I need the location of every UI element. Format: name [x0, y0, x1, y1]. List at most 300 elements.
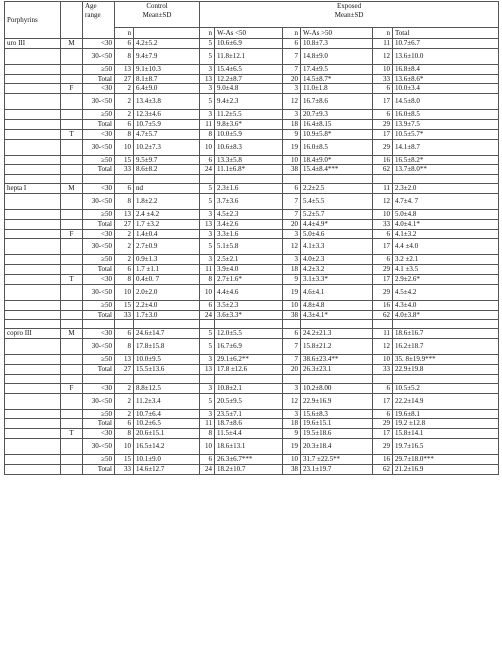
total-n-cell: 11: [373, 184, 393, 194]
table-row: [5, 74, 499, 84]
porphyrin-cell: [5, 119, 61, 129]
exp-gt50-mean-cell: 2.2±2.5: [301, 184, 373, 194]
table-row: [5, 419, 499, 429]
total-mean-cell: 4.1 ±3.5: [393, 265, 499, 275]
total-n-cell: 6: [373, 383, 393, 393]
exp-gt50-n-cell: 7: [283, 339, 301, 355]
exp-gt50-n-cell: 7: [283, 64, 301, 74]
spacer-cell: [283, 175, 301, 184]
sex-cell: [61, 419, 83, 429]
table-row: [5, 155, 499, 165]
table-row: [5, 464, 499, 474]
porphyrin-cell: hepta I: [5, 184, 61, 194]
table-row: [5, 393, 499, 409]
header-age-range-label: Age range: [83, 2, 115, 39]
exp-lt50-n-cell: 13: [200, 219, 215, 229]
control-mean-cell: 2.0±2.0: [134, 284, 200, 300]
exp-gt50-mean-cell: 15.6±8.3: [301, 409, 373, 419]
age-cell: 30-<50: [83, 239, 115, 255]
control-n-cell: 6: [115, 39, 134, 49]
total-mean-cell: 13.7±8.0**: [393, 165, 499, 175]
spacer-cell: [283, 374, 301, 383]
exp-gt50-n-cell: 6: [283, 39, 301, 49]
sex-cell: [61, 209, 83, 219]
exp-gt50-mean-cell: 31.7 ±22.5**: [301, 454, 373, 464]
exp-gt50-n-cell: 3: [283, 229, 301, 239]
exp-lt50-n-cell: 5: [200, 393, 215, 409]
porphyrin-cell: [5, 339, 61, 355]
exp-gt50-n-cell: 6: [283, 329, 301, 339]
exp-lt50-n-cell: 3: [200, 409, 215, 419]
header-exposed: [200, 2, 499, 28]
table-row: [5, 429, 499, 439]
sex-cell: [61, 393, 83, 409]
total-mean-cell: 16.8±8.4: [393, 64, 499, 74]
control-mean-cell: nd: [134, 184, 200, 194]
table-row: [5, 64, 499, 74]
total-n-cell: 29: [373, 438, 393, 454]
exp-lt50-mean-cell: 10.0±5.9: [215, 129, 283, 139]
control-n-cell: 6: [115, 119, 134, 129]
exp-lt50-mean-cell: 11.1±6.8*: [215, 165, 283, 175]
control-mean-cell: 11.2±3.4: [134, 393, 200, 409]
sex-cell: [61, 255, 83, 265]
total-mean-cell: 4.7±4. 7: [393, 193, 499, 209]
exp-lt50-n-cell: 8: [200, 429, 215, 439]
exp-gt50-n-cell: 12: [283, 94, 301, 110]
porphyrin-table-page: [4, 1, 498, 475]
exp-gt50-n-cell: 18: [283, 419, 301, 429]
sex-cell: [61, 454, 83, 464]
control-n-cell: 2: [115, 383, 134, 393]
table-row: [5, 219, 499, 229]
exp-gt50-n-cell: 3: [283, 255, 301, 265]
spacer-cell: [134, 320, 200, 329]
header-control-blank: [134, 28, 200, 39]
sex-cell: [61, 94, 83, 110]
table-row: [5, 454, 499, 464]
header-total: Total: [393, 28, 499, 39]
exp-lt50-mean-cell: 9.8±3.6*: [215, 119, 283, 129]
control-n-cell: 10: [115, 284, 134, 300]
control-n-cell: 10: [115, 438, 134, 454]
control-n-cell: 2: [115, 94, 134, 110]
sex-cell: [61, 155, 83, 165]
exp-lt50-n-cell: 5: [200, 94, 215, 110]
exp-gt50-n-cell: 12: [283, 239, 301, 255]
spacer-cell: [61, 175, 83, 184]
exp-gt50-mean-cell: 15.8±21.2: [301, 339, 373, 355]
sex-cell: [61, 74, 83, 84]
exp-lt50-mean-cell: 23.5±7.1: [215, 409, 283, 419]
sex-cell: T: [61, 274, 83, 284]
exp-lt50-mean-cell: 18.7±8.6: [215, 419, 283, 429]
exp-gt50-n-cell: 38: [283, 165, 301, 175]
sex-cell: [61, 310, 83, 320]
exp-lt50-mean-cell: 10.6±8.3: [215, 139, 283, 155]
exp-lt50-n-cell: 11: [200, 265, 215, 275]
spacer-cell: [200, 374, 215, 383]
porphyrin-cell: uro III: [5, 39, 61, 49]
total-mean-cell: 2.3±2.0: [393, 184, 499, 194]
exp-lt50-mean-cell: 3.7±3.6: [215, 193, 283, 209]
exp-lt50-mean-cell: 4.4±4.6: [215, 284, 283, 300]
table-row: [5, 110, 499, 120]
sex-cell: M: [61, 39, 83, 49]
porphyrin-cell: [5, 419, 61, 429]
control-n-cell: 27: [115, 74, 134, 84]
porphyrin-cell: [5, 409, 61, 419]
porphyrin-cell: [5, 429, 61, 439]
spacer-cell: [373, 175, 393, 184]
exp-lt50-n-cell: 10: [200, 139, 215, 155]
sex-cell: [61, 119, 83, 129]
control-n-cell: 8: [115, 339, 134, 355]
exp-lt50-mean-cell: 2.5±2.1: [215, 255, 283, 265]
exp-lt50-mean-cell: 17.8 ±12.6: [215, 364, 283, 374]
total-mean-cell: 16.0±8.5: [393, 110, 499, 120]
spacer-cell: [200, 320, 215, 329]
sex-cell: T: [61, 129, 83, 139]
exp-gt50-mean-cell: 3.1±3.3*: [301, 274, 373, 284]
control-n-cell: 8: [115, 48, 134, 64]
total-n-cell: 29: [373, 119, 393, 129]
age-cell: ≥50: [83, 409, 115, 419]
porphyrin-cell: [5, 300, 61, 310]
exp-gt50-n-cell: 7: [283, 209, 301, 219]
exp-gt50-mean-cell: 5.0±4.6: [301, 229, 373, 239]
exp-gt50-mean-cell: 18.4±9.0*: [301, 155, 373, 165]
total-mean-cell: 10.5±5.2: [393, 383, 499, 393]
header-exposed-title: Exposed: [337, 2, 362, 10]
exp-lt50-n-cell: 11: [200, 119, 215, 129]
spacer-row: [5, 175, 499, 184]
exp-gt50-n-cell: 19: [283, 284, 301, 300]
table-row: [5, 84, 499, 94]
age-cell: <30: [83, 429, 115, 439]
sex-cell: [61, 464, 83, 474]
control-n-cell: 8: [115, 129, 134, 139]
exp-lt50-n-cell: 3: [200, 255, 215, 265]
exp-gt50-n-cell: 10: [283, 300, 301, 310]
exp-gt50-mean-cell: 19.5±18.6: [301, 429, 373, 439]
control-mean-cell: 20.6±15.1: [134, 429, 200, 439]
age-cell: 30-<50: [83, 393, 115, 409]
spacer-cell: [83, 320, 115, 329]
sex-cell: T: [61, 429, 83, 439]
control-n-cell: 6: [115, 419, 134, 429]
age-cell: <30: [83, 184, 115, 194]
total-mean-cell: 15.8±14.1: [393, 429, 499, 439]
exp-lt50-mean-cell: 15.4±6.5: [215, 64, 283, 74]
exp-gt50-mean-cell: 11.0±1.8: [301, 84, 373, 94]
header-total-n: n: [373, 28, 393, 39]
total-mean-cell: 22.9±19.8: [393, 364, 499, 374]
total-mean-cell: 16.5±8.2*: [393, 155, 499, 165]
spacer-cell: [215, 320, 283, 329]
total-mean-cell: 14.1±8.7: [393, 139, 499, 155]
total-n-cell: 17: [373, 393, 393, 409]
exp-lt50-mean-cell: 5.1±5.8: [215, 239, 283, 255]
porphyrin-cell: [5, 219, 61, 229]
sex-cell: [61, 339, 83, 355]
exp-gt50-mean-cell: 17.4±9.5: [301, 64, 373, 74]
porphyrin-cell: [5, 284, 61, 300]
exp-gt50-n-cell: 7: [283, 355, 301, 365]
exp-lt50-n-cell: 8: [200, 274, 215, 284]
total-n-cell: 6: [373, 409, 393, 419]
porphyrin-cell: [5, 393, 61, 409]
exp-gt50-mean-cell: 10.9±5.8*: [301, 129, 373, 139]
exp-gt50-n-cell: 7: [283, 193, 301, 209]
age-cell: ≥50: [83, 64, 115, 74]
total-n-cell: 12: [373, 193, 393, 209]
exp-lt50-n-cell: 24: [200, 464, 215, 474]
control-mean-cell: 1.7 ±3.2: [134, 219, 200, 229]
total-mean-cell: 4.4 ±4.0: [393, 239, 499, 255]
porphyrin-cell: [5, 265, 61, 275]
table-row: [5, 284, 499, 300]
exp-lt50-n-cell: 10: [200, 438, 215, 454]
age-cell: 30-<50: [83, 284, 115, 300]
control-n-cell: 6: [115, 265, 134, 275]
table-row: [5, 229, 499, 239]
spacer-cell: [61, 374, 83, 383]
porphyrin-cell: [5, 355, 61, 365]
age-cell: 30-<50: [83, 339, 115, 355]
exp-gt50-mean-cell: 4.1±3.3: [301, 239, 373, 255]
exp-lt50-mean-cell: 11.2±5.5: [215, 110, 283, 120]
total-n-cell: 33: [373, 364, 393, 374]
exp-lt50-n-cell: 3: [200, 110, 215, 120]
age-cell: <30: [83, 274, 115, 284]
exp-gt50-mean-cell: 4.3±4.1*: [301, 310, 373, 320]
spacer-cell: [393, 320, 499, 329]
exp-gt50-mean-cell: 16.4±8.15: [301, 119, 373, 129]
exp-lt50-mean-cell: 3.6±3.3*: [215, 310, 283, 320]
total-mean-cell: 14.5±8.0: [393, 94, 499, 110]
exp-lt50-mean-cell: 12.2±8.7: [215, 74, 283, 84]
exp-gt50-n-cell: 3: [283, 110, 301, 120]
control-mean-cell: 12.3±4.6: [134, 110, 200, 120]
spacer-cell: [115, 374, 134, 383]
spacer-cell: [301, 320, 373, 329]
age-cell: <30: [83, 383, 115, 393]
exp-lt50-n-cell: 3: [200, 229, 215, 239]
control-mean-cell: 10.1±9.0: [134, 454, 200, 464]
exp-gt50-mean-cell: 16.0±8.5: [301, 139, 373, 155]
total-n-cell: 11: [373, 39, 393, 49]
age-cell: Total: [83, 219, 115, 229]
header-porphyrins: Porphyrins: [5, 2, 61, 39]
spacer-cell: [283, 320, 301, 329]
control-mean-cell: 0.9±1.3: [134, 255, 200, 265]
spacer-cell: [393, 175, 499, 184]
exp-lt50-mean-cell: 20.5±9.5: [215, 393, 283, 409]
spacer-cell: [83, 374, 115, 383]
spacer-cell: [115, 320, 134, 329]
exp-gt50-n-cell: 10: [283, 454, 301, 464]
age-cell: <30: [83, 39, 115, 49]
exp-gt50-n-cell: 3: [283, 84, 301, 94]
spacer-cell: [5, 374, 61, 383]
porphyrin-cell: copro III: [5, 329, 61, 339]
exp-gt50-mean-cell: 19.6±15.1: [301, 419, 373, 429]
sex-cell: [61, 64, 83, 74]
control-mean-cell: 1.7±3.0: [134, 310, 200, 320]
exp-gt50-n-cell: 10: [283, 155, 301, 165]
age-cell: <30: [83, 329, 115, 339]
total-mean-cell: 3.2 ±2.1: [393, 255, 499, 265]
sex-cell: [61, 409, 83, 419]
control-n-cell: 2: [115, 110, 134, 120]
control-n-cell: 33: [115, 464, 134, 474]
exp-gt50-n-cell: 20: [283, 74, 301, 84]
porphyrin-cell: [5, 155, 61, 165]
age-cell: Total: [83, 310, 115, 320]
spacer-row: [5, 374, 499, 383]
sex-cell: [61, 110, 83, 120]
spacer-cell: [215, 175, 283, 184]
porphyrin-cell: [5, 229, 61, 239]
control-n-cell: 13: [115, 355, 134, 365]
control-mean-cell: 8.6±8.2: [134, 165, 200, 175]
table-row: [5, 48, 499, 64]
exp-lt50-n-cell: 5: [200, 48, 215, 64]
exp-gt50-mean-cell: 26.3±23.1: [301, 364, 373, 374]
control-mean-cell: 15.5±13.6: [134, 364, 200, 374]
control-mean-cell: 9.4±7.9: [134, 48, 200, 64]
exp-gt50-mean-cell: 20.3±18.4: [301, 438, 373, 454]
spacer-cell: [200, 175, 215, 184]
sex-cell: [61, 300, 83, 310]
age-cell: Total: [83, 364, 115, 374]
exp-gt50-n-cell: 19: [283, 438, 301, 454]
total-n-cell: 29: [373, 265, 393, 275]
exp-lt50-mean-cell: 10.6±6.9: [215, 39, 283, 49]
exp-lt50-n-cell: 3: [200, 64, 215, 74]
control-n-cell: 8: [115, 429, 134, 439]
sex-cell: M: [61, 184, 83, 194]
total-mean-cell: 19.6±8.1: [393, 409, 499, 419]
sex-cell: F: [61, 84, 83, 94]
exp-gt50-n-cell: 12: [283, 393, 301, 409]
exp-lt50-mean-cell: 13.3±5.8: [215, 155, 283, 165]
exp-lt50-mean-cell: 3.4±2.6: [215, 219, 283, 229]
control-mean-cell: 16.5±14.2: [134, 438, 200, 454]
control-n-cell: 27: [115, 219, 134, 229]
exp-gt50-n-cell: 6: [283, 184, 301, 194]
exp-gt50-mean-cell: 10.8±7.3: [301, 39, 373, 49]
control-n-cell: 15: [115, 300, 134, 310]
age-cell: 30-<50: [83, 193, 115, 209]
age-cell: Total: [83, 464, 115, 474]
control-mean-cell: 10.7±6.4: [134, 409, 200, 419]
control-mean-cell: 1.7 ±1.1: [134, 265, 200, 275]
header-row-1: [5, 2, 499, 28]
exp-lt50-n-cell: 3: [200, 355, 215, 365]
total-n-cell: 62: [373, 464, 393, 474]
total-mean-cell: 10.5±5.7*: [393, 129, 499, 139]
control-n-cell: 15: [115, 155, 134, 165]
age-cell: <30: [83, 229, 115, 239]
age-cell: Total: [83, 419, 115, 429]
table-row: [5, 274, 499, 284]
total-mean-cell: 35. 8±19.9***: [393, 355, 499, 365]
exp-gt50-n-cell: 3: [283, 383, 301, 393]
header-exp2-n: n: [283, 28, 301, 39]
age-cell: ≥50: [83, 355, 115, 365]
exp-gt50-mean-cell: 38.6±23.4**: [301, 355, 373, 365]
exp-lt50-mean-cell: 3.9±4.0: [215, 265, 283, 275]
table-row: [5, 438, 499, 454]
sex-cell: M: [61, 329, 83, 339]
control-mean-cell: 8.1±8.7: [134, 74, 200, 84]
exp-gt50-n-cell: 18: [283, 119, 301, 129]
control-mean-cell: 10.2±6.5: [134, 419, 200, 429]
header-control: [115, 2, 200, 28]
spacer-cell: [61, 320, 83, 329]
exp-lt50-mean-cell: 16.7±6.9: [215, 339, 283, 355]
control-mean-cell: 13.4±3.8: [134, 94, 200, 110]
porphyrin-cell: [5, 209, 61, 219]
spacer-cell: [134, 374, 200, 383]
porphyrin-cell: [5, 239, 61, 255]
porphyrin-cell: [5, 255, 61, 265]
table-row: [5, 355, 499, 365]
control-mean-cell: 8.8±12.5: [134, 383, 200, 393]
sex-cell: [61, 239, 83, 255]
age-cell: 30-<50: [83, 438, 115, 454]
exp-lt50-n-cell: 11: [200, 419, 215, 429]
age-cell: ≥50: [83, 255, 115, 265]
exp-gt50-n-cell: 7: [283, 48, 301, 64]
total-mean-cell: 13.6±8.6*: [393, 74, 499, 84]
total-n-cell: 17: [373, 239, 393, 255]
exp-lt50-mean-cell: 11.8±12.1: [215, 48, 283, 64]
exp-gt50-n-cell: 38: [283, 464, 301, 474]
table-row: [5, 329, 499, 339]
header-age-range: [61, 2, 83, 39]
age-cell: Total: [83, 165, 115, 175]
porphyrin-cell: [5, 84, 61, 94]
porphyrin-cell: [5, 110, 61, 120]
table-row: [5, 209, 499, 219]
exp-lt50-n-cell: 24: [200, 165, 215, 175]
total-n-cell: 6: [373, 84, 393, 94]
exp-lt50-n-cell: 6: [200, 155, 215, 165]
control-n-cell: 2: [115, 393, 134, 409]
spacer-row: [5, 320, 499, 329]
total-n-cell: 11: [373, 329, 393, 339]
total-n-cell: 17: [373, 129, 393, 139]
table-row: [5, 409, 499, 419]
exp-lt50-n-cell: 3: [200, 209, 215, 219]
total-n-cell: 10: [373, 209, 393, 219]
sex-cell: [61, 165, 83, 175]
exp-gt50-mean-cell: 14.8±9.0: [301, 48, 373, 64]
control-mean-cell: 1.8±2.2: [134, 193, 200, 209]
spacer-cell: [5, 175, 61, 184]
total-n-cell: 12: [373, 339, 393, 355]
control-mean-cell: 9.1±10.3: [134, 64, 200, 74]
spacer-cell: [301, 175, 373, 184]
control-n-cell: 13: [115, 64, 134, 74]
control-n-cell: 6: [115, 329, 134, 339]
table-row: [5, 184, 499, 194]
control-mean-cell: 1.4±0.4: [134, 229, 200, 239]
age-cell: ≥50: [83, 110, 115, 120]
